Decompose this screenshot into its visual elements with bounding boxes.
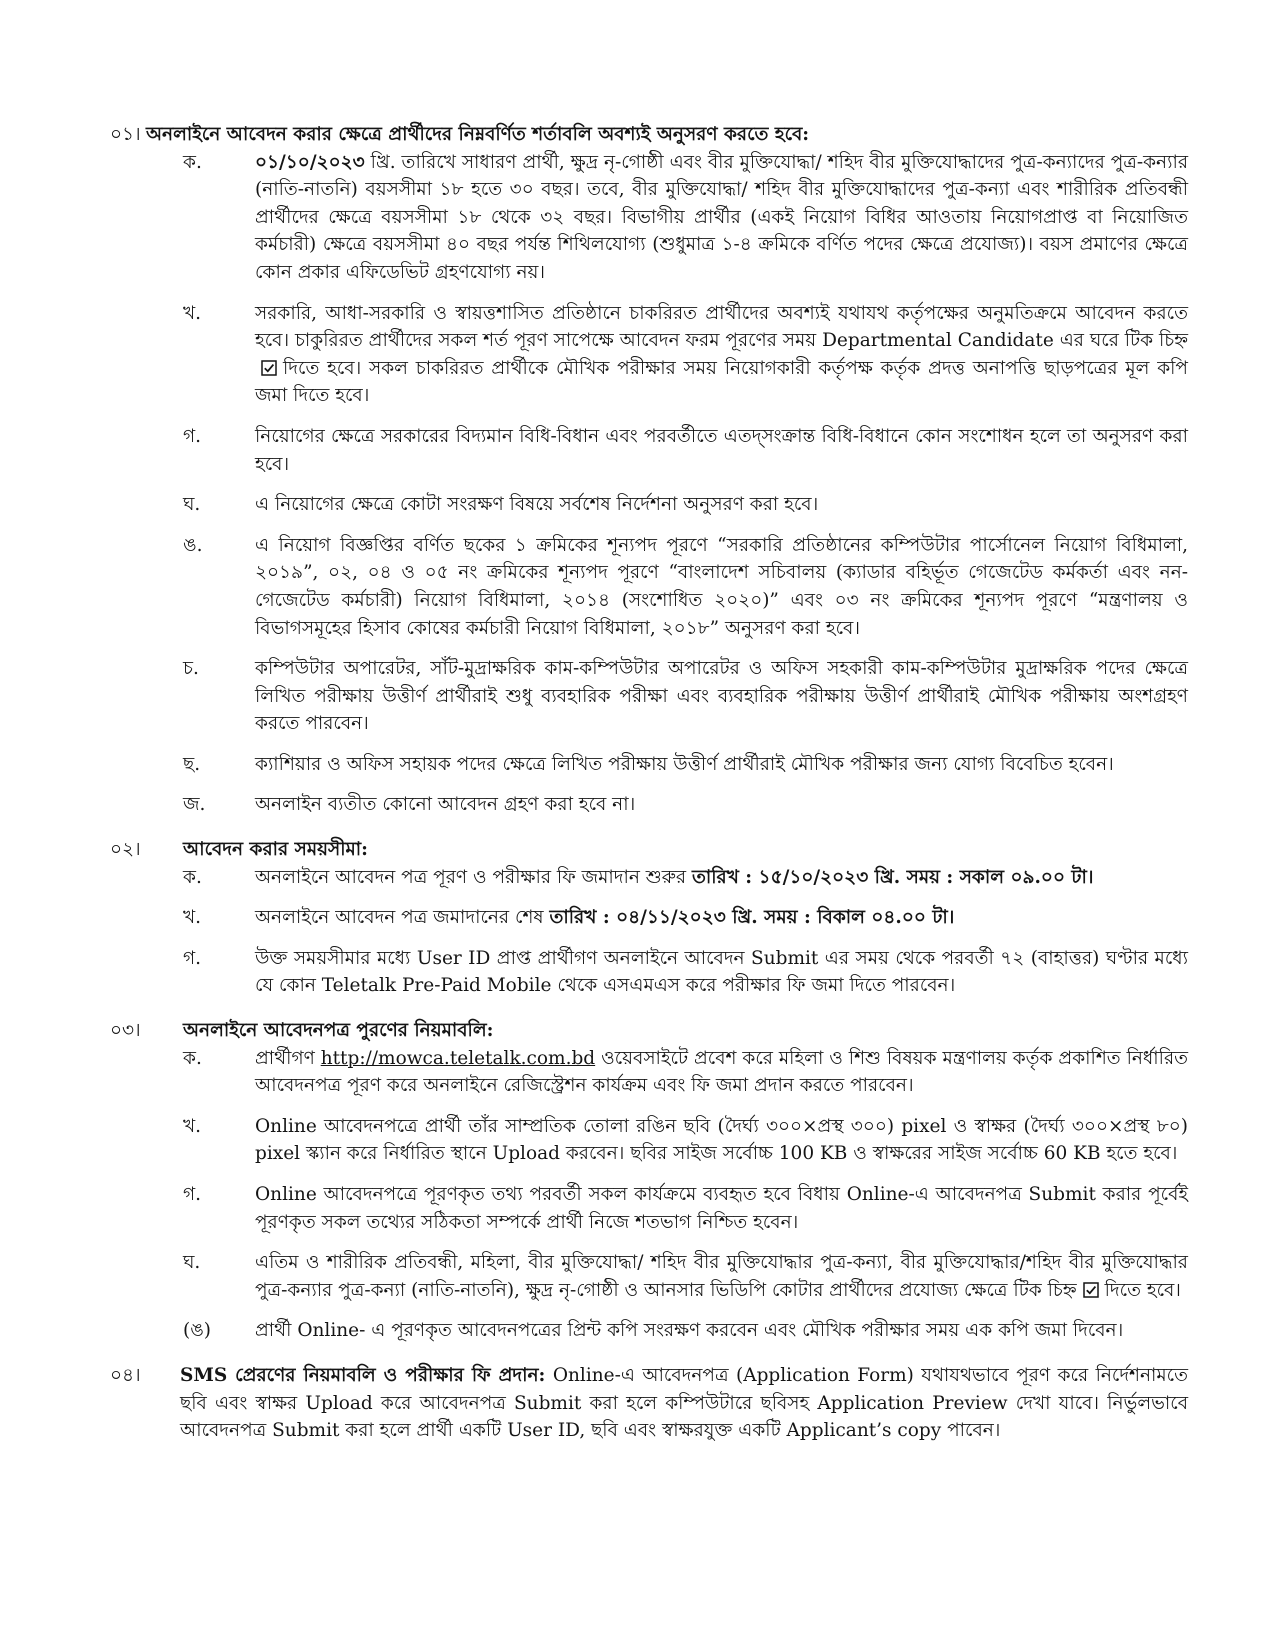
item-text [255, 1249, 1188, 1304]
item-label: ঘ. [183, 1252, 201, 1274]
section-header [110, 836, 1188, 864]
section-body: Online-এ আবেদনপত্র (Application Form) যথাযথভাবে পূরণ করে নির্দেশনামতে ছবি এবং স্বাক্ষর Upload করে আবেদনপত্র Submit করা হলে কম্পিউটারে ছবিসহ Application Preview দেখা যাবে। নির্ভুলভাবে আবেদনপত্র Submit করা হলে প্রার্থী একটি User ID, ছবি এবং স্বাক্ষরযুক্ত একটি Applicant’s copy পাবেন। [180, 1364, 1188, 1442]
item-label: ক. [183, 151, 202, 173]
list-item [110, 423, 1188, 478]
list-item [110, 1317, 1188, 1345]
list-item [110, 1181, 1188, 1236]
item-label: খ. [183, 1115, 202, 1137]
item-label: খ. [183, 907, 202, 929]
section-2 [110, 836, 1188, 1000]
item-text [255, 1045, 1188, 1100]
item-text: Online আবেদনপত্রে পূরণকৃত তথ্য পরবর্তী সকল কার্যক্রমে ব্যবহৃত হবে বিধায় Online-এ আবেদনপত্র Submit করার পূর্বেই পূরণকৃত সকল তথ্যের সঠিকতা সম্পর্কে প্রার্থী নিজে শতভাগ নিশ্চিত হবেন। [255, 1184, 1188, 1233]
item-list [110, 864, 1188, 1000]
item-label: ছ. [183, 753, 201, 775]
bold-date: ০১/১০/২০২৩ [255, 151, 365, 173]
list-item [110, 1249, 1188, 1304]
item-body: অনলাইনে আবেদন পত্র পূরণ ও পরীক্ষার ফি জমাদান শুরুর [255, 866, 692, 888]
list-item [110, 904, 1188, 932]
item-label: ঘ. [183, 494, 201, 516]
section-paragraph [180, 1362, 1188, 1445]
item-label: জ. [183, 794, 206, 816]
document-body [110, 121, 1188, 1462]
item-body: এতিম ও শারীরিক প্রতিবন্ধী, মহিলা, বীর মুক্তিযোদ্ধা/ শহিদ বীর মুক্তিযোদ্ধার পুত্র-কন্যা, বীর মুক্তিযোদ্ধার/শহিদ বীর মুক্তিযোদ্ধার পুত্র-কন্যার পুত্র-কন্যা (নাতি-নাতনি), ক্ষুদ্র নৃ-গোষ্ঠী ও আনসার ভিডিপি কোটার প্রার্থীদের প্রযোজ্য ক্ষেত্রে টিক চিহ্ন [255, 1252, 1188, 1301]
item-text: কম্পিউটার অপারেটর, সাঁট-মুদ্রাক্ষরিক কাম-কম্পিউটার অপারেটর ও অফিস সহকারী কাম-কম্পিউটার মুদ্রাক্ষরিক পদের ক্ষেত্রে লিখিত পরীক্ষায় উত্তীর্ণ প্রার্থীরাই শুধু ব্যবহারিক পরীক্ষা এবং ব্যবহারিক পরীক্ষায় উত্তীর্ণ প্রার্থীরাই মৌখিক পরীক্ষায় অংশগ্রহণ করতে পারবেন। [255, 658, 1188, 735]
item-body-continued: ওয়েবসাইটে প্রবেশ করে মহিলা ও শিশু বিষয়ক মন্ত্রণালয় কর্তৃক প্রকাশিত নির্ধারিত আবেদনপত্র পূরণ করে অনলাইনে রেজিস্ট্রেশন কার্যক্রম এবং ফি জমা প্রদান করতে পারবেন। [255, 1047, 1189, 1097]
item-label: গ. [183, 947, 202, 969]
item-text: উক্ত সময়সীমার মধ্যে User ID প্রাপ্ত প্রার্থীগণ অনলাইনে আবেদন Submit এর সময় থেকে পরবর্তী ৭২ (বাহাত্তর) ঘণ্টার মধ্যে যে কোন Teletalk Pre-Paid Mobile থেকে এসএমএস করে পরীক্ষার ফি জমা দিতে পারবেন। [255, 947, 1188, 997]
section-heading: SMS প্রেরণের নিয়মাবলি ও পরীক্ষার ফি প্রদান: [180, 1364, 546, 1386]
item-text: ক্যাশিয়ার ও অফিস সহায়ক পদের ক্ষেত্রে লিখিত পরীক্ষায় উত্তীর্ণ প্রার্থীরাই মৌখিক পরীক্ষার জন্য যোগ্য বিবেচিত হবেন। [255, 753, 1114, 775]
item-text: এ নিয়োগ বিজ্ঞপ্তির বর্ণিত ছকের ১ ক্রমিকের শূন্যপদ পূরণে “সরকারি প্রতিষ্ঠানের কম্পিউটার পার্সোনেল নিয়োগ বিধিমালা, ২০১৯”, ০২, ০৪ ও ০৫ নং ক্রমিকের শূন্যপদ পূরণে “বাংলাদেশ সচিবালয় (ক্যাডার বহির্ভূত গেজেটেড কর্মকর্তা এবং নন-গেজেটেড কর্মচারী) নিয়োগ বিধিমালা, ২০১৪ (সংশোধিত ২০২০)” এবং ০৩ নং ক্রমিকের শূন্যপদ পূরণে “মন্ত্রণালয় ও বিভাগসমূহের হিসাব কোষের কর্মচারী নিয়োগ বিধিমালা, ২০১৮” অনুসরণ করা হবে। [255, 534, 1188, 639]
item-list [110, 1045, 1188, 1345]
item-body-continued: দিতে হবে। সকল চাকরিরত প্রার্থীকে মৌখিক পরীক্ষার সময় নিয়োগকারী কর্তৃপক্ষ কর্তৃক প্রদত্ত অনাপত্তি ছাড়পত্রের মূল কপি জমা দিতে হবে। [255, 357, 1188, 407]
section-header [110, 1017, 1188, 1045]
item-text [255, 300, 1188, 410]
section-3 [110, 1017, 1188, 1345]
section-number: ০১। [110, 124, 141, 145]
item-text: Online আবেদনপত্রে প্রার্থী তাঁর সাম্প্রতিক তোলা রঙিন ছবি (দৈর্ঘ্য ৩০০×প্রস্থ ৩০০) pixel ও স্বাক্ষর (দৈর্ঘ্য ৩০০×প্রস্থ ৮০) pixel স্ক্যান করে নির্ধারিত স্থানে Upload করবেন। ছবির সাইজ সর্বোচ্চ 100 KB ও স্বাক্ষরের সাইজ সর্বোচ্চ 60 KB হতে হবে। [255, 1115, 1188, 1165]
item-label: ক. [183, 1047, 202, 1069]
item-body: অনলাইনে আবেদন পত্র জমাদানের শেষ [255, 907, 550, 929]
item-text: নিয়োগের ক্ষেত্রে সরকারের বিদ্যমান বিধি-বিধান এবং পরবর্তীতে এতদ্‌সংক্রান্ত বিধি-বিধানে কোন সংশোধন হলে তা অনুসরণ করা হবে। [255, 425, 1188, 475]
list-item [110, 1113, 1188, 1168]
checkbox-checked-icon [1083, 1282, 1099, 1298]
list-item [110, 864, 1188, 892]
item-text [255, 864, 1188, 892]
list-item [110, 945, 1188, 1000]
end-date-time: তারিখ : ০৪/১১/২০২৩ খ্রি. সময় : বিকাল ০৪.০০ টা। [549, 907, 955, 929]
item-label: খ. [183, 302, 202, 324]
item-text: অনলাইন ব্যতীত কোনো আবেদন গ্রহণ করা হবে না। [255, 794, 636, 816]
item-label: গ. [183, 425, 202, 447]
list-item [110, 491, 1188, 519]
list-item [110, 149, 1188, 287]
item-text: প্রার্থী Online- এ পূরণকৃত আবেদনপত্রের প্রিন্ট কপি সংরক্ষণ করবেন এবং মৌখিক পরীক্ষার সময় এক কপি জমা দিবেন। [255, 1320, 1124, 1342]
item-list [110, 149, 1188, 819]
item-label: চ. [183, 658, 199, 680]
item-label: ক. [183, 866, 202, 888]
section-heading: অনলাইনে আবেদন করার ক্ষেত্রে প্রার্থীদের নিম্নবর্ণিত শর্তাবলি অবশ্যই অনুসরণ করতে হবে: [146, 124, 810, 145]
list-item [110, 532, 1188, 642]
section-heading: অনলাইনে আবেদনপত্র পুরণের নিয়মাবলি: [183, 1020, 494, 1042]
item-body: সরকারি, আধা-সরকারি ও স্বায়ত্তশাসিত প্রতিষ্ঠানে চাকরিরত প্রার্থীদের অবশ্যই যথাযথ কর্তৃপক্ষের অনুমতিক্রমে আবেদন করতে হবে। চাকুরিরত প্রার্থীদের সকল শর্ত পূরণ সাপেক্ষে আবেদন ফরম পূরণের সময় Departmental Candidate এর ঘরে টিক চিহ্ন [255, 302, 1188, 352]
item-label: (ঙ) [183, 1320, 212, 1342]
item-text [255, 904, 1188, 932]
item-text: এ নিয়োগের ক্ষেত্রে কোটা সংরক্ষণ বিষয়ে সর্বশেষ নির্দেশনা অনুসরণ করা হবে। [255, 494, 819, 516]
list-item [110, 300, 1188, 410]
list-item [110, 655, 1188, 738]
list-item [110, 1045, 1188, 1100]
section-header [110, 121, 1188, 149]
website-link[interactable]: http://mowca.teletalk.com.bd [320, 1047, 596, 1069]
list-item [110, 791, 1188, 819]
checkbox-checked-icon [261, 360, 277, 376]
section-number: ০৪। [110, 1364, 141, 1386]
item-text [255, 149, 1188, 287]
start-date-time: তারিখ : ১৫/১০/২০২৩ খ্রি. সময় : সকাল ০৯.০০ টা। [691, 866, 1094, 888]
section-number: ০৩। [110, 1020, 141, 1042]
section-4 [110, 1362, 1188, 1445]
item-label: গ. [183, 1184, 202, 1205]
item-body: প্রার্থীগণ [255, 1047, 321, 1069]
list-item [110, 751, 1188, 779]
item-label: ঙ. [183, 534, 203, 556]
section-number: ০২। [110, 839, 141, 861]
section-1 [110, 121, 1188, 819]
section-heading: আবেদন করার সময়সীমা: [183, 839, 368, 861]
item-body: খ্রি. তারিখে সাধারণ প্রার্থী, ক্ষুদ্র নৃ-গোষ্ঠী এবং বীর মুক্তিযোদ্ধা/ শহিদ বীর মুক্তিযোদ্ধাদের পুত্র-কন্যাদের পুত্র-কন্যার (নাতি-নাতনি) বয়সসীমা ১৮ হতে ৩০ বছর। তবে, বীর মুক্তিযোদ্ধা/ শহিদ বীর মুক্তিযোদ্ধাদের পুত্র-কন্যা এবং শারীরিক প্রতিবন্ধী প্রার্থীদের ক্ষেত্রে বয়সসীমা ১৮ থেকে ৩২ বছর। বিভাগীয় প্রার্থীর (একই নিয়োগ বিধির আওতায় নিয়োগপ্রাপ্ত বা নিয়োজিত কর্মচারী) ক্ষেত্রে বয়সসীমা ৪০ বছর পর্যন্ত শিথিলযোগ্য (শুধুমাত্র ১-৪ ক্রমিকে বর্ণিত পদের ক্ষেত্রে প্রযোজ্য)। বয়স প্রমাণের ক্ষেত্রে কোন প্রকার এফিডেভিট গ্রহণযোগ্য নয়। [255, 151, 1188, 283]
item-body-continued: দিতে হবে। [1104, 1279, 1181, 1301]
